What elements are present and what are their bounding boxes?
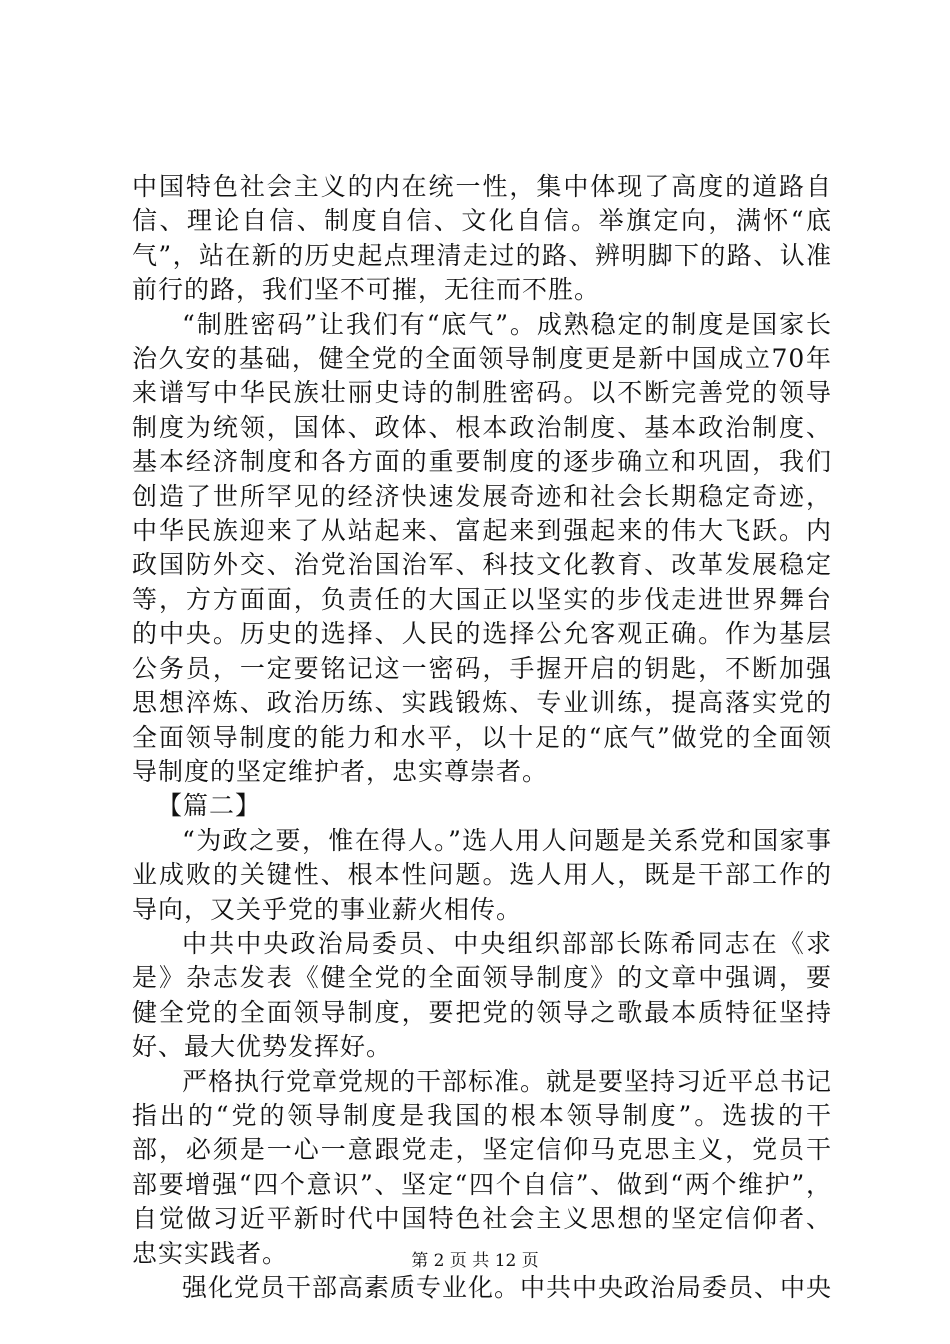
paragraph-chen-xi-article: 中共中央政治局委员、中央组织部部长陈希同志在《求是》杂志发表《健全党的全面领导制度》的文章中强调，要健全党的全面领导制度，要把党的领导之歌最本质特征坚持好、最大优势发挥好。 <box>132 928 832 1062</box>
paragraph-continuation: 中国特色社会主义的内在统一性，集中体现了高度的道路自信、理论自信、制度自信、文化自信。举旗定向，满怀“底气”，站在新的历史起点理清走过的路、辨明脚下的路、认准前行的路，我们坚不可摧，无往而不胜。 <box>132 172 832 305</box>
paragraph-winning-code: “制胜密码”让我们有“底气”。成熟稳定的制度是国家长治久安的基础，健全党的全面领导制度更是新中国成立70年来谱写中华民族壮丽史诗的制胜密码。以不断完善党的领导制度为统领，国体、政体、根本政治制度、基本政治制度、基本经济制度和各方面的重要制度的逐步确立和巩固，我们创造了世所罕见的经济快速发展奇迹和社会长期稳定奇迹，中华民族迎来了从站起来、富起来到强起来的伟大飞跃。内政国防外交、治党治国治军、科技文化教育、改革发展稳定等，方方面面，负责任的大国正以坚实的步伐走进世界舞台的中央。历史的选择、人民的选择公允客观正确。作为基层公务员，一定要铭记这一密码，手握开启的钥匙，不断加强思想淬炼、政治历练、实践锻炼、专业训练，提高落实党的全面领导制度的能力和水平，以十足的“底气”做党的全面领导制度的坚定维护者，忠实尊崇者。 <box>132 309 832 786</box>
document-body <box>132 170 832 1305</box>
paragraph-cadre-standards: 严格执行党章党规的干部标准。就是要坚持习近平总书记指出的“党的领导制度是我国的根本领导制度”。选拔的干部，必须是一心一意跟党走，坚定信仰马克思主义，党员干部要增强“四个意识”、坚定“四个自信”、做到“两个维护”，自觉做习近平新时代中国特色社会主义思想的坚定信仰者、忠实实践者。 <box>132 1066 833 1268</box>
paragraph-professionalization: 强化党员干部高素质专业化。中共中央政治局委员、中央 <box>182 1273 833 1302</box>
page-number-footer: 第 2 页 共 12 页 <box>411 1251 539 1271</box>
section-heading-part-two: 【篇二】 <box>157 791 262 821</box>
paragraph-governance-key: “为政之要，惟在得人。”选人用人问题是关系党和国家事业成败的关键性、根本性问题。选人用人，既是干部工作的导向，又关乎党的事业薪火相传。 <box>132 825 832 924</box>
